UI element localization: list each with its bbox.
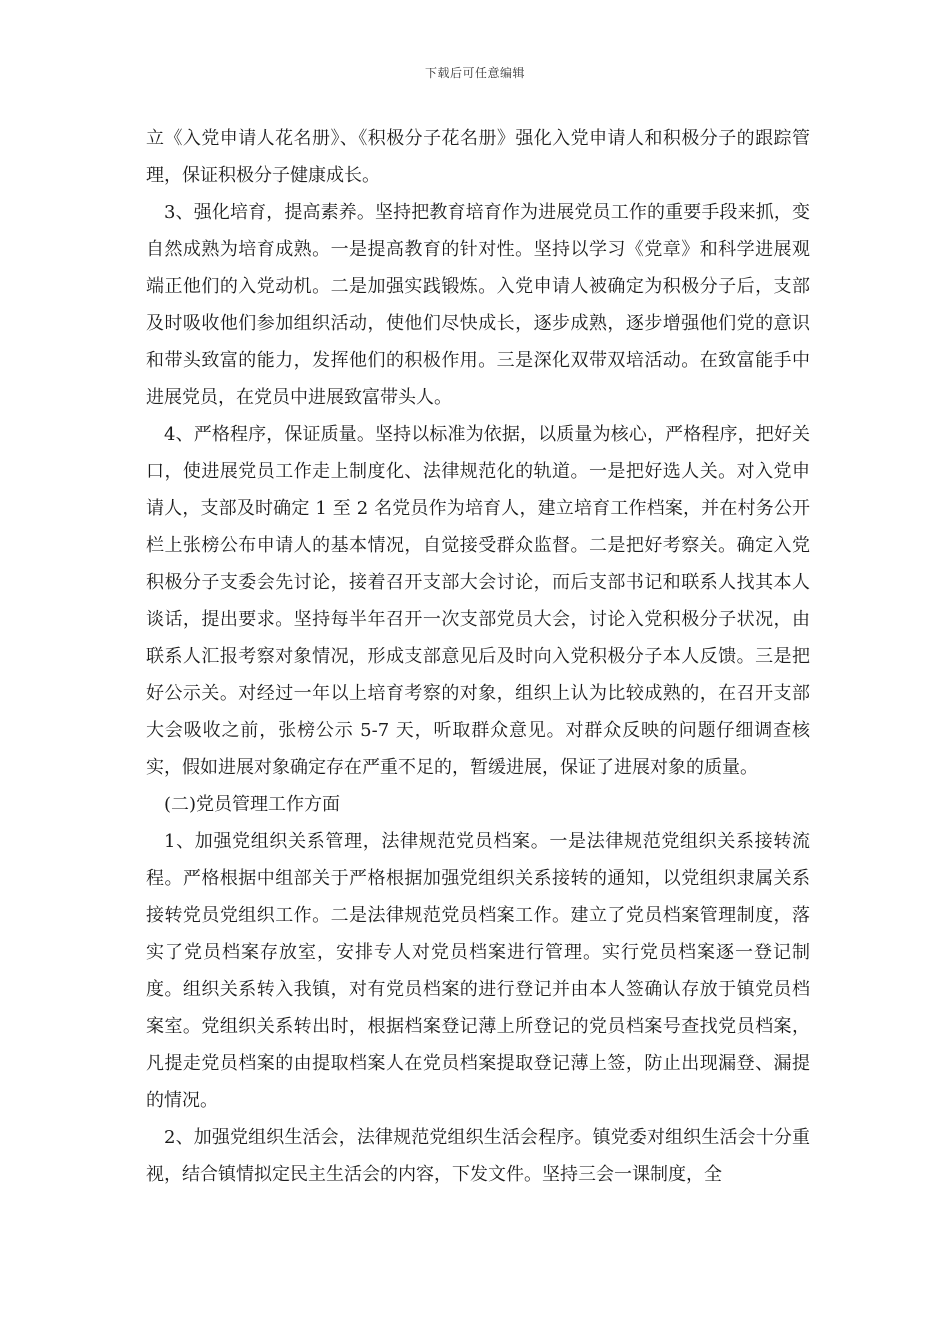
paragraph-continuation: 立《入党申请人花名册》、《积极分子花名册》强化入党申请人和积极分子的跟踪管理，保证积极分子健康成长。 [146, 128, 810, 186]
page-header: 下载后可任意编辑 [424, 66, 525, 80]
paragraph-relationship-management: 1、加强党组织关系管理，法律规范党员档案。一是法律规范党组织关系接转流程。严格根据中组部关于严格根据加强党组织关系接转的通知，以党组织隶属关系接转党员党组织工作。二是法律规范党员档案工作。建立了党员档案管理制度，落实了党员档案存放室，安排专人对党员档案进行管理。实行党员档案逐一登记制度。组织关系转入我镇，对有党员档案的进行登记并由本人签确认存放于镇党员档案室。党组织关系转出时，根据档案登记薄上所登记的党员档案号查找党员档案，凡提走党员档案的由提取档案人在党员档案提取登记薄上签，防止出现漏登、漏提的情况。 [146, 831, 810, 1111]
paragraph-strict-procedure: 4、严格程序，保证质量。坚持以标准为依据，以质量为核心，严格程序，把好关口，使进展党员工作走上制度化、法律规范化的轨道。一是把好选人关。对入党申请人，支部及时确定 1 至 2 名党员作为培育人，建立培育工作档案，并在村务公开栏上张榜公布申请人的基本情况，自觉接受群众监督。二是把好考察关。确定入党积极分子支委会先讨论，接着召开支部大会讨论，而后支部书记和联系人找其本人谈话，提出要求。坚持每半年召开一次支部党员大会，讨论入党积极分子状况，由联系人汇报考察对象情况，形成支部意见后及时向入党积极分子本人反馈。三是把好公示关。对经过一年以上培育考察的对象，组织上认为比较成熟的，在召开支部大会吸收之前，张榜公示 5-7 天，听取群众意见。对群众反映的问题仔细调查核实，假如进展对象确定存在严重不足的，暂缓进展，保证了进展对象的质量。 [146, 424, 810, 778]
document-body [146, 120, 810, 1193]
section-heading-member-management: (二)党员管理工作方面 [164, 794, 341, 815]
paragraph-strengthen-training: 3、强化培育，提高素养。坚持把教育培育作为进展党员工作的重要手段来抓，变自然成熟为培育成熟。一是提高教育的针对性。坚持以学习《党章》和科学进展观端正他们的入党动机。二是加强实践锻炼。入党申请人被确定为积极分子后，支部及时吸收他们参加组织活动，使他们尽快成长，逐步成熟，逐步增强他们党的意识和带头致富的能力，发挥他们的积极作用。三是深化双带双培活动。在致富能手中进展党员，在党员中进展致富带头人。 [146, 202, 810, 408]
paragraph-organization-life: 2、加强党组织生活会，法律规范党组织生活会程序。镇党委对组织生活会十分重视，结合镇情拟定民主生活会的内容，下发文件。坚持三会一课制度，全 [146, 1127, 810, 1185]
